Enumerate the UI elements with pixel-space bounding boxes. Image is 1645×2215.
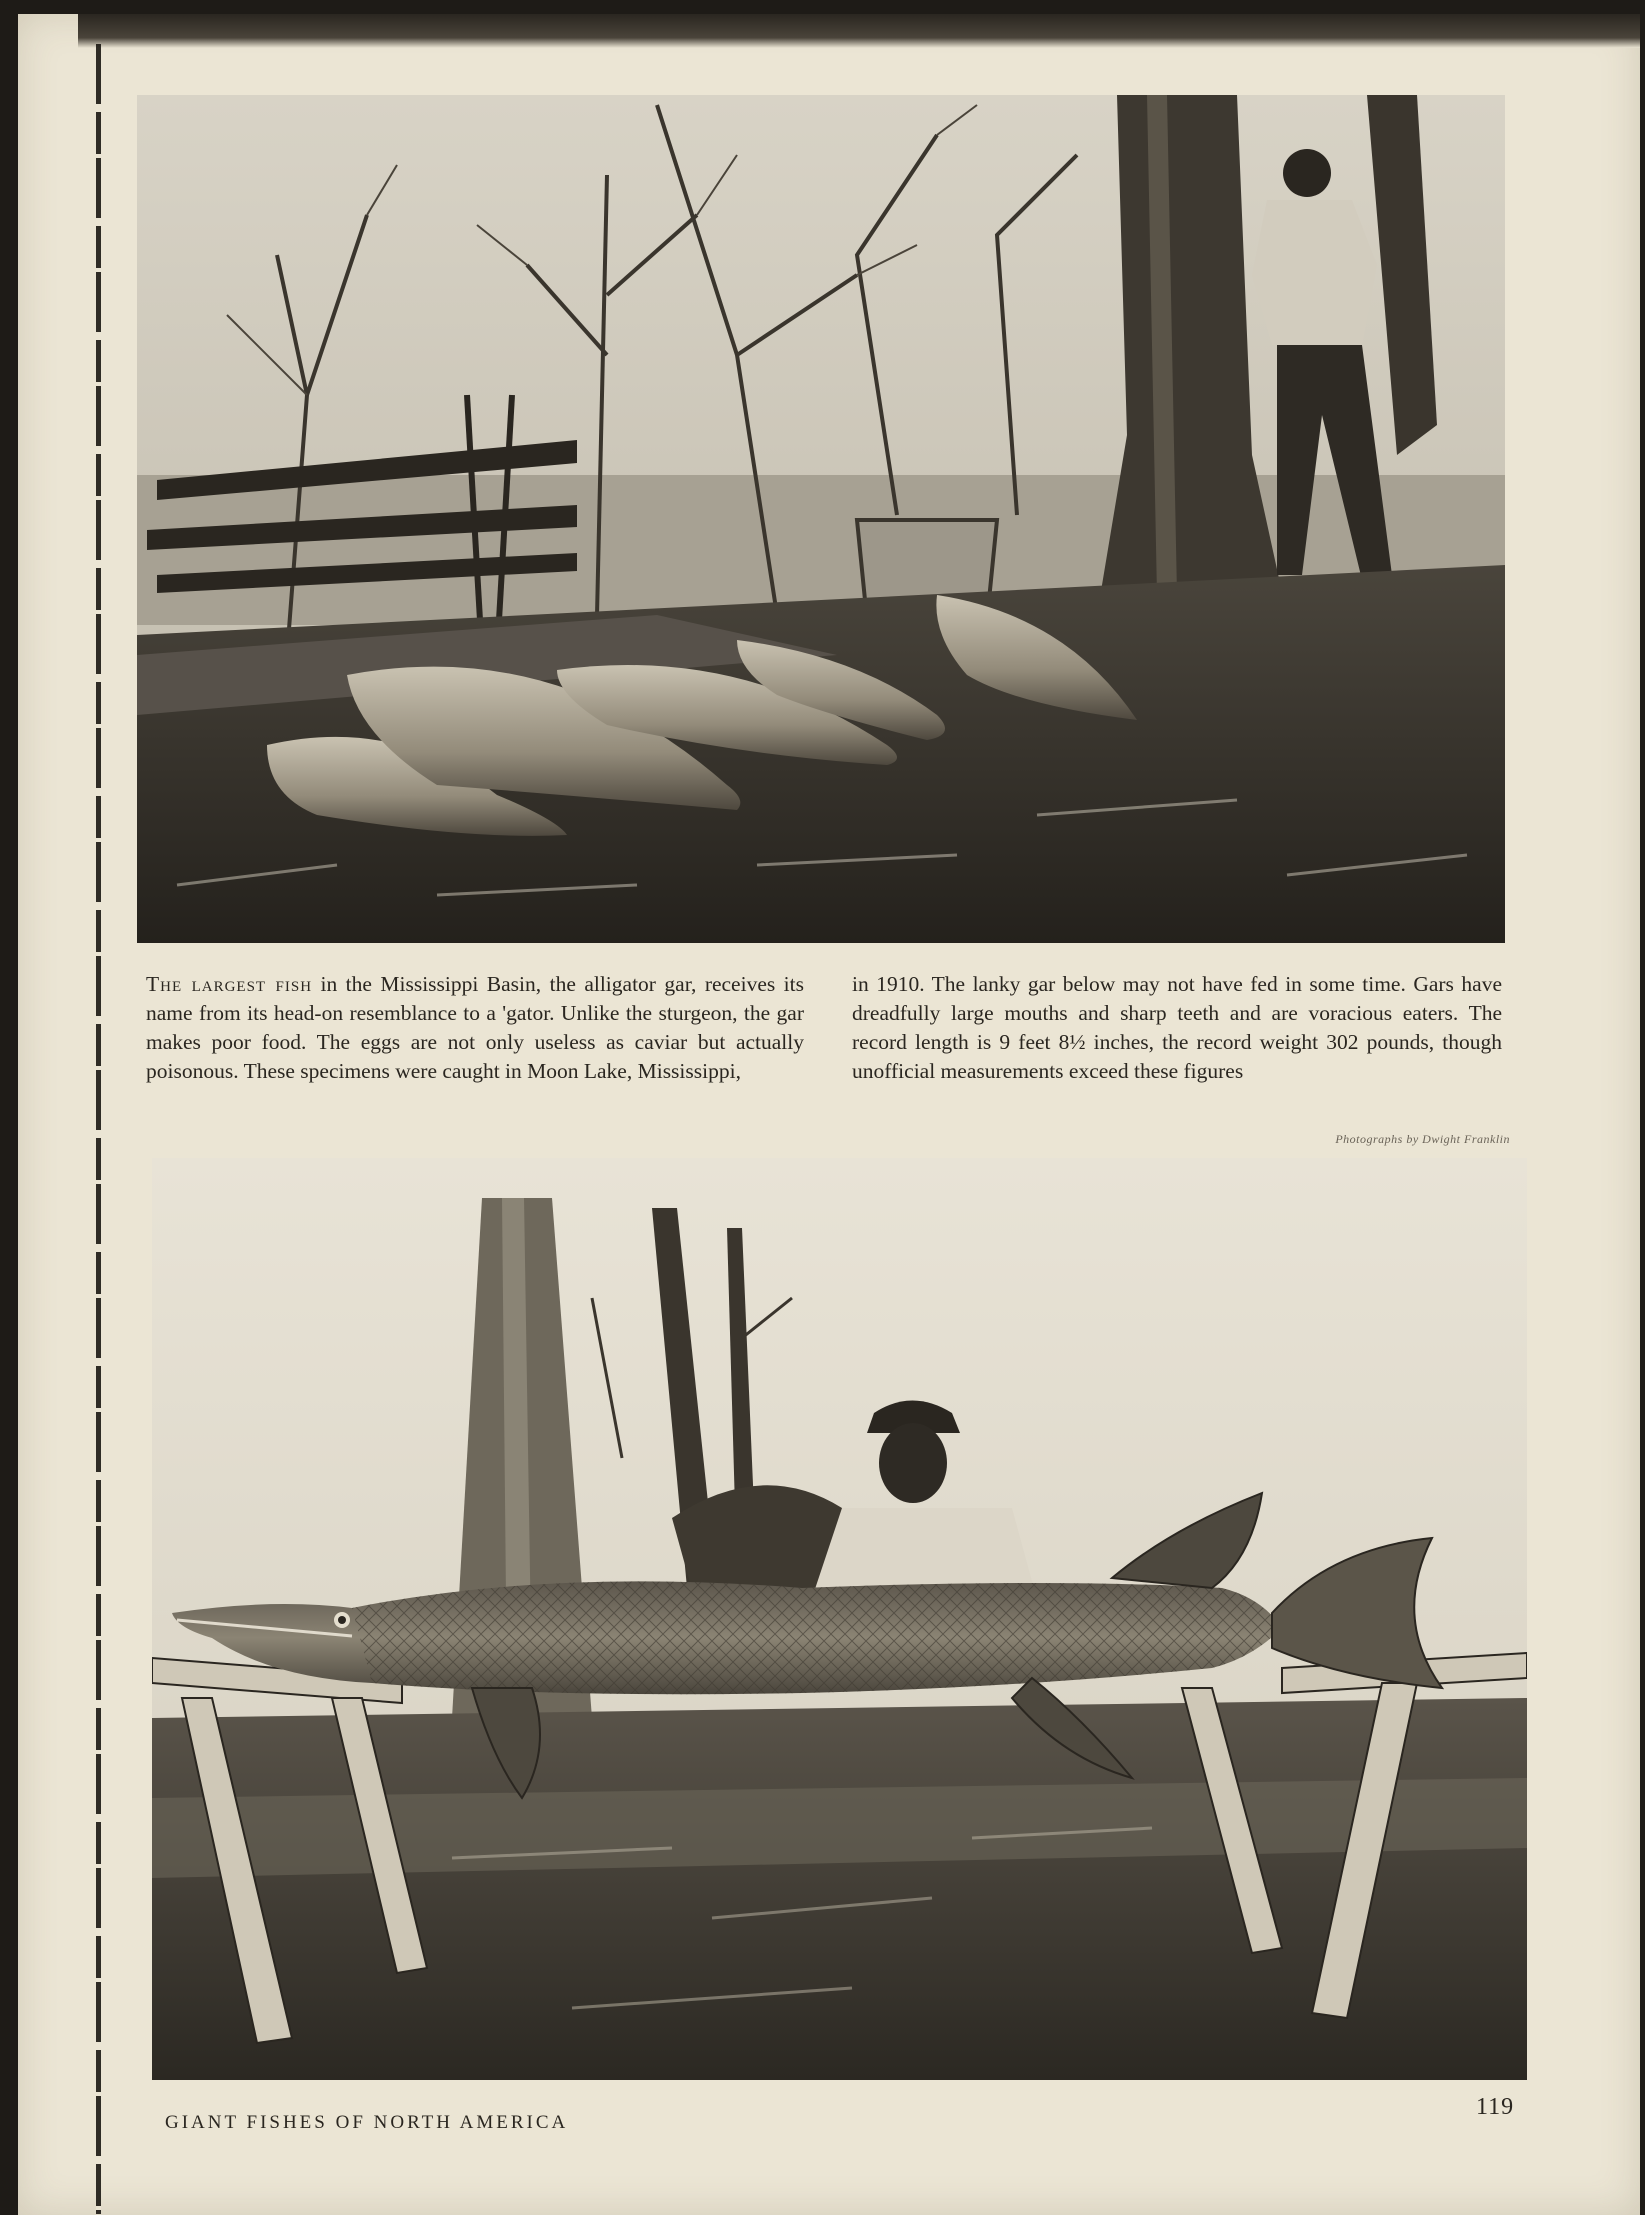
photo-credit: Photographs by Dwight Franklin	[1335, 1132, 1510, 1146]
binding-edge	[96, 44, 101, 2214]
caption-column-left	[146, 970, 804, 1086]
running-head: GIANT FISHES OF NORTH AMERICA	[165, 2112, 569, 2133]
photo-large-gar-illustration	[152, 1158, 1527, 2080]
caption-column-right	[852, 970, 1502, 1086]
page-top-shadow	[78, 14, 1640, 48]
photo-alligator-gars-on-shore	[137, 95, 1505, 943]
caption-lead: The largest fish	[146, 972, 313, 996]
caption-left-text: in the Mississippi Basin, the alligator gar, receives its name from its head-on resemblance to a 'gator. Unlike the sturgeon, the gar makes poor food. The eggs are not only useless as caviar but actually poisonous. These specimens were caught in Moon Lake, Mississippi,	[146, 972, 804, 1083]
photo-large-gar-on-sawhorses	[152, 1158, 1527, 2080]
page-number: 119	[1476, 2094, 1515, 2120]
caption-right-text: in 1910. The lanky gar below may not have fed in some time. Gars have dreadfully large mouths and sharp teeth and are voracious eaters. The record length is 9 feet 8½ inches, the record weight 302 pounds, though unofficial measurements exceed these figures	[852, 972, 1502, 1083]
photo-gars-illustration	[137, 95, 1505, 943]
